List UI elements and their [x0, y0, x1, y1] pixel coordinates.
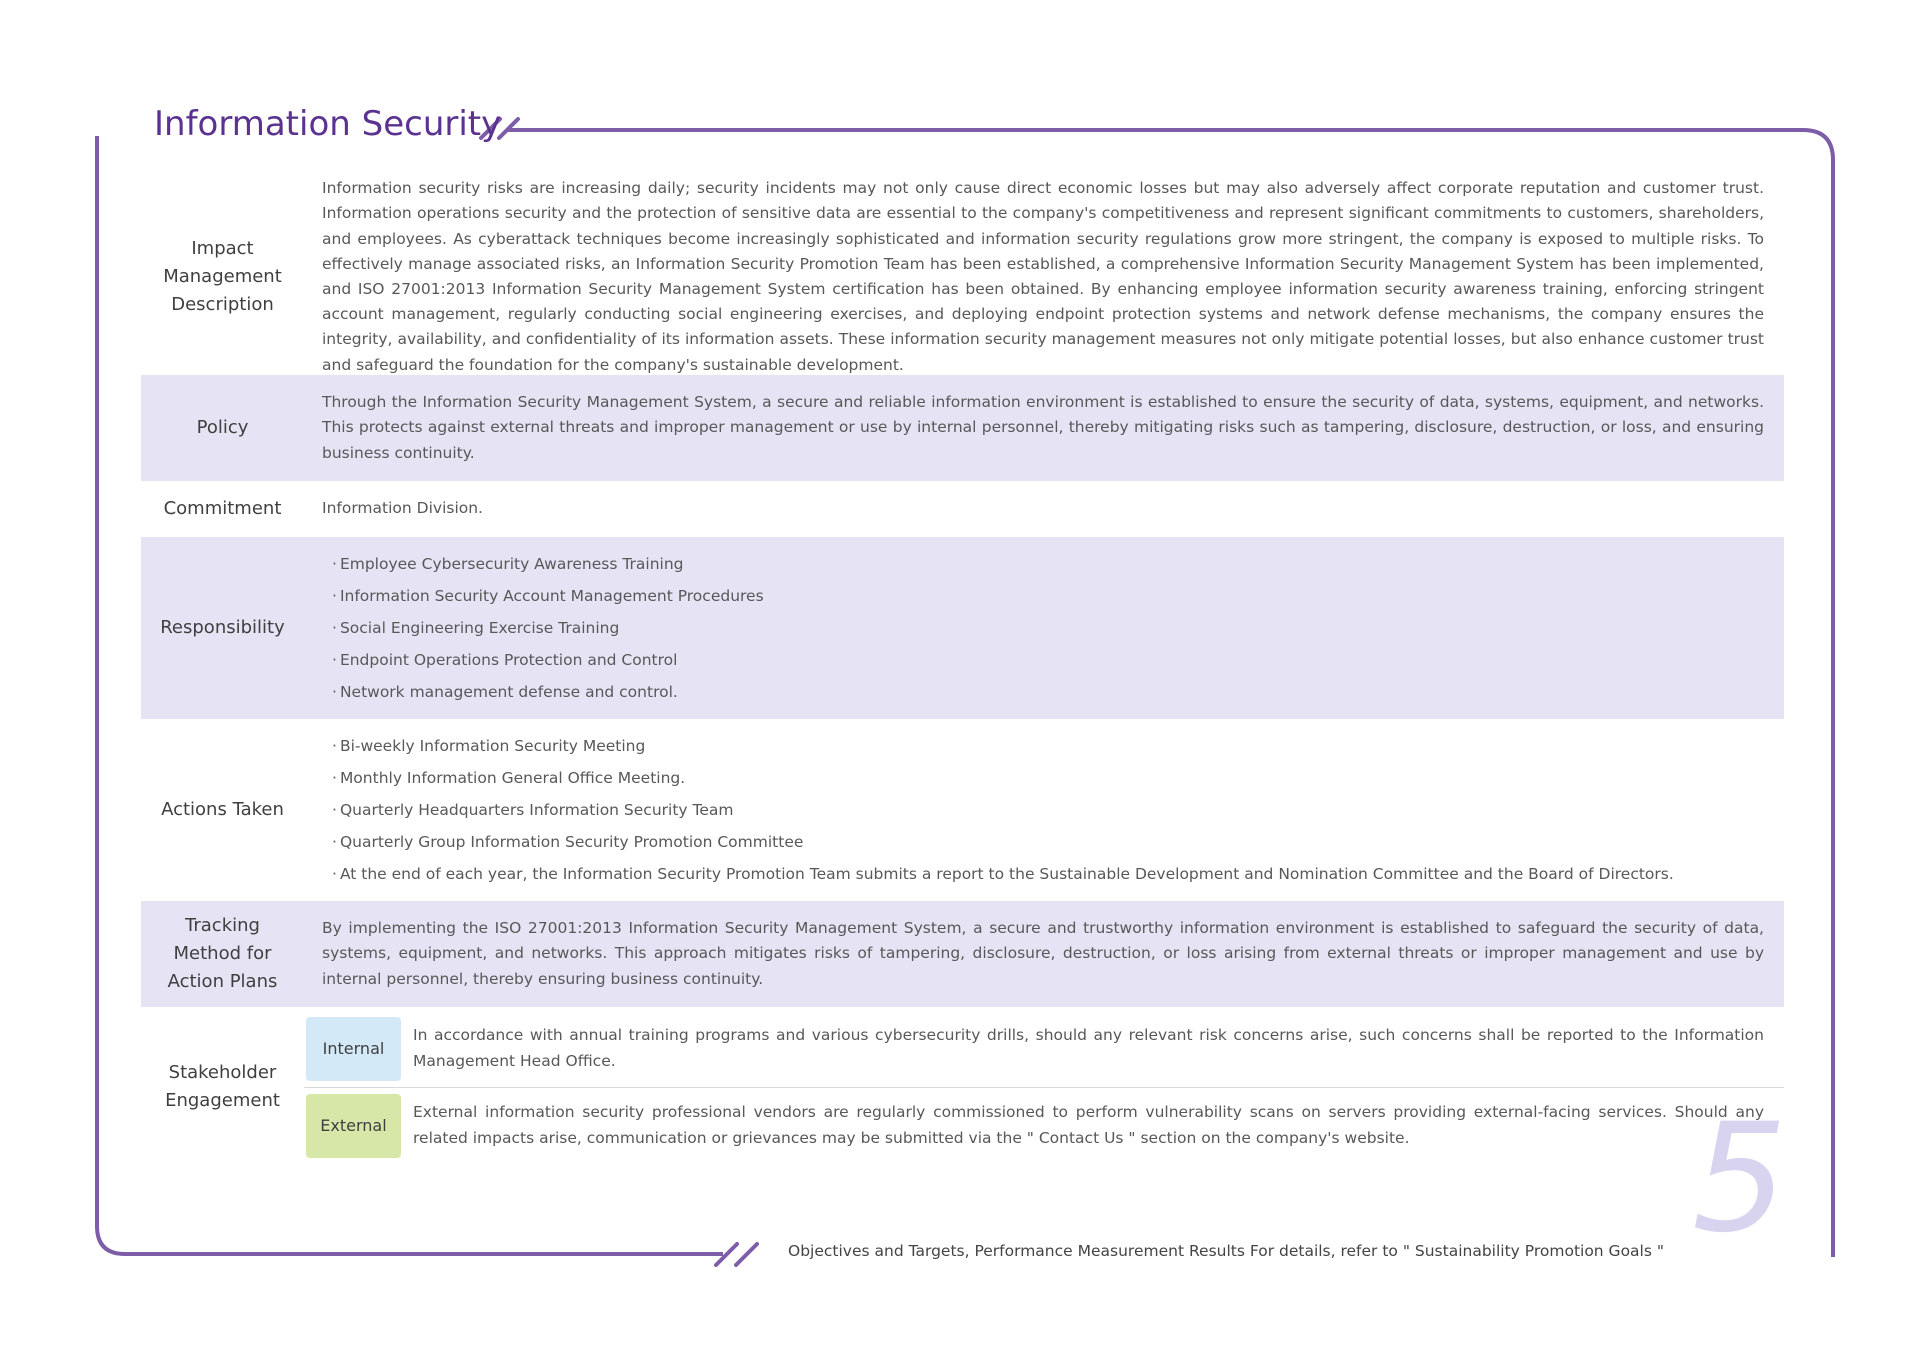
list-item: · Information Security Account Management Procedures: [322, 580, 1764, 612]
list-item: · Quarterly Headquarters Information Security Team: [322, 794, 1764, 826]
external-text: External information security professional vendors are regularly commissioned to perform vulnerability scans on servers providing external-facing services. Should any related impacts arise, communication or grievances may be submitted via the " Contact Us " section on the company's website.: [413, 1103, 1764, 1147]
page-title: Information Security: [154, 104, 502, 144]
list-item: · Quarterly Group Information Security Promotion Committee: [322, 826, 1764, 858]
row-text-commitment: Information Division.: [322, 499, 483, 518]
list-item: · Monthly Information General Office Meeting.: [322, 762, 1764, 794]
internal-tag: Internal: [306, 1017, 401, 1081]
row-label-stakeholder: Stakeholder Engagement: [165, 1062, 280, 1111]
row-responsibility: [141, 537, 1784, 719]
row-label-commitment: Commitment: [163, 498, 282, 519]
row-label-actions: Actions Taken: [161, 799, 284, 820]
row-label-policy: Policy: [196, 417, 249, 438]
row-text-tracking: By implementing the ISO 27001:2013 Information Security Management System, a secure and trustworthy information environment is established to safeguard the security of data, systems, equipment, and networks. This approach mitigates risks of tampering, disclosure, destruction, or loss arising from external threats or improper management and use by internal personnel, thereby ensuring business continuity.: [322, 919, 1764, 988]
row-stakeholder: [141, 1007, 1784, 1167]
list-item: · Employee Cybersecurity Awareness Training: [322, 548, 1764, 580]
actions-list: [322, 730, 1764, 890]
row-impact: [141, 179, 1784, 375]
footer-note: Objectives and Targets, Performance Measurement Results For details, refer to " Sustainability Promotion Goals ": [788, 1242, 1664, 1260]
list-item: · Network management defense and control.: [322, 676, 1764, 708]
list-item: · Bi-weekly Information Security Meeting: [322, 730, 1764, 762]
row-actions: [141, 719, 1784, 901]
list-item: · Social Engineering Exercise Training: [322, 612, 1764, 644]
row-label-tracking: Tracking Method for Action Plans: [167, 915, 278, 992]
stakeholder-external: [304, 1088, 1784, 1164]
row-policy: [141, 375, 1784, 481]
info-security-table: [141, 179, 1784, 1167]
row-label-responsibility: Responsibility: [160, 617, 285, 638]
row-list-responsibility: [304, 548, 1784, 708]
list-item: · Endpoint Operations Protection and Control: [322, 644, 1764, 676]
row-text-impact: Information security risks are increasing daily; security incidents may not only cause direct economic losses but may also adversely affect corporate reputation and customer trust. Information operations security and the protection of sensitive data are essential to the company's competitiveness and represent significant commitments to customers, shareholders, and employees. As cyberattack techniques become increasingly sophisticated and information security regulations grow more stringent, the company is exposed to multiple risks. To effectively manage associated risks, an Information Security Promotion Team has been established, a comprehensive Information Security Management System has been implemented, and ISO 27001:2013 Information Security Management System certification has been obtained. By enhancing employee information security awareness training, enforcing stringent account management, regularly conducting social engineering exercises, and deploying endpoint protection systems and network defense mechanisms, the company ensures the integrity, availability, and confidentiality of its information assets. These information security management measures not only mitigate potential losses, but also enhance customer trust and safeguard the foundation for the company's sustainable development.: [322, 179, 1764, 374]
row-text-policy: Through the Information Security Management System, a secure and reliable information environment is established to ensure the security of data, systems, equipment, and networks. This protects against external threats and improper management or use by internal personnel, thereby mitigating risks such as tampering, disclosure, destruction, or loss, and ensuring business continuity.: [322, 393, 1764, 462]
responsibility-list: [322, 548, 1764, 708]
row-commitment: [141, 481, 1784, 537]
list-item: · At the end of each year, the Information Security Promotion Team submits a report to the Sustainable Development and Nomination Committee and the Board of Directors.: [322, 858, 1764, 890]
row-tracking: [141, 901, 1784, 1007]
stakeholder-groups: [304, 1011, 1784, 1164]
external-tag: External: [306, 1094, 401, 1158]
row-label-impact: Impact Management Description: [163, 238, 282, 315]
internal-text: In accordance with annual training programs and various cybersecurity drills, should any relevant risk concerns arise, such concerns shall be reported to the Information Management Head Office.: [413, 1026, 1764, 1070]
page-number: 5: [1692, 1092, 1788, 1266]
row-list-actions: [304, 730, 1784, 890]
stakeholder-internal: [304, 1011, 1784, 1088]
